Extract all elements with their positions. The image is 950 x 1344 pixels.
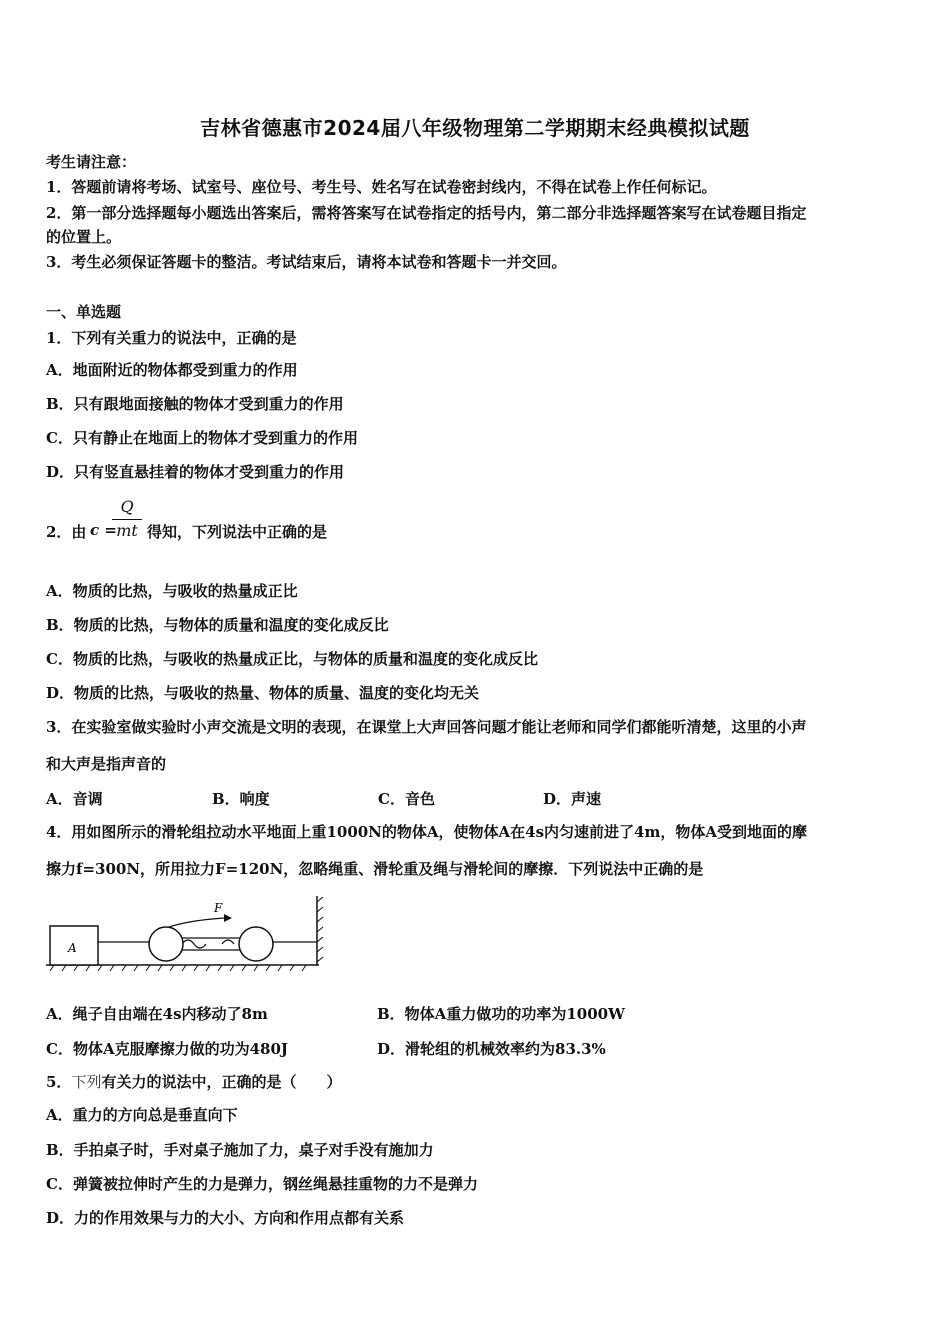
- q5-option-b: B．手拍桌子时，手对桌子施加了力，桌子对手没有施加力: [46, 1141, 434, 1159]
- fixed-pulley: [239, 927, 273, 961]
- q2-formula-lhs: c =: [90, 521, 117, 539]
- block-a-label: A: [68, 941, 77, 955]
- notice-item-2: 2．第一部分选择题每小题选出答案后，需将答案写在试卷指定的括号内，第二部分非选择题答案写在试卷题目指定: [46, 204, 807, 222]
- q3-option-d: D．声速: [543, 790, 602, 808]
- q3-option-c: C．音色: [378, 790, 435, 808]
- q5-option-a: A．重力的方向总是垂直向下: [46, 1106, 238, 1124]
- wall-hatching: [317, 897, 323, 962]
- q4-option-a: A．绳子自由端在4s内移动了8m: [46, 1005, 268, 1023]
- q4-stem-line-1: 4．用如图所示的滑轮组拉动水平地面上重1000N的物体A，使物体A在4s内匀速前进了4m，物体A受到地面的摩: [46, 823, 808, 841]
- section-heading: 一、单选题: [46, 303, 122, 321]
- q5-stem-rest: 有关力的说法中，正确的是（ ）: [101, 1073, 342, 1091]
- q4-stem-line-2: 擦力f=300N，所用拉力F=120N，忽略绳重、滑轮重及绳与滑轮间的摩擦．下列说法中正确的是: [46, 860, 704, 878]
- q1-option-b: B．只有跟地面接触的物体才受到重力的作用: [46, 395, 344, 413]
- q5-number: 5．: [46, 1073, 72, 1091]
- q2-suffix: 得知，下列说法中正确的是: [147, 523, 328, 541]
- q5-stem: [46, 1072, 341, 1092]
- notice-item-2-cont: 的位置上。: [46, 228, 122, 246]
- q3-stem-line-1: 3．在实验室做实验时小声交流是文明的表现，在课堂上大声回答问题才能让老师和同学们都能听清楚，这里的小声: [46, 718, 807, 736]
- q1-option-d: D．只有竖直悬挂着的物体才受到重力的作用: [46, 463, 345, 481]
- q3-option-b: B．响度: [212, 790, 270, 808]
- ground-hatching: [50, 965, 306, 971]
- q2-formula-denominator: mt: [116, 521, 138, 540]
- q4-option-b: B．物体A重力做功的功率为1000W: [377, 1005, 625, 1023]
- q3-option-a: A．音调: [46, 790, 103, 808]
- q1-option-c: C．只有静止在地面上的物体才受到重力的作用: [46, 429, 358, 447]
- movable-pulley: [149, 927, 183, 961]
- q5-option-c: C．弹簧被拉伸时产生的力是弹力，钢丝绳悬挂重物的力不是弹力: [46, 1175, 478, 1193]
- q4-option-d: D．滑轮组的机械效率约为83.3%: [377, 1040, 606, 1058]
- q4-option-c: C．物体A克服摩擦力做的功为480J: [46, 1040, 288, 1058]
- q2-formula-fraction: [112, 496, 142, 541]
- q2-prefix: 2．由: [46, 523, 87, 541]
- q2-formula-numerator: Q: [120, 497, 134, 516]
- q2-option-b: B．物质的比热，与物体的质量和温度的变化成反比: [46, 616, 389, 634]
- force-arrow-head: [224, 914, 232, 922]
- fraction-bar: [112, 519, 142, 520]
- q5-stem-light: 下列: [71, 1073, 102, 1091]
- force-label: F: [214, 901, 223, 915]
- q2-option-a: A．物质的比热，与吸收的热量成正比: [46, 582, 298, 600]
- q2-option-d: D．物质的比热，与吸收的热量、物体的质量、温度的变化均无关: [46, 684, 480, 702]
- q5-option-d: D．力的作用效果与力的大小、方向和作用点都有关系: [46, 1209, 405, 1227]
- pulley-system-figure: [44, 890, 334, 976]
- q1-stem: 1．下列有关重力的说法中，正确的是: [46, 329, 297, 347]
- q1-option-a: A．地面附近的物体都受到重力的作用: [46, 361, 298, 379]
- notice-item-3: 3．考生必须保证答题卡的整洁。考试结束后，请将本试卷和答题卡一并交回。: [46, 253, 567, 271]
- ropes: [98, 918, 317, 950]
- notice-heading: 考生请注意：: [46, 153, 137, 171]
- q2-option-c: C．物质的比热，与吸收的热量成正比，与物体的质量和温度的变化成反比: [46, 650, 538, 668]
- page-title: 吉林省德惠市2024届八年级物理第二学期期末经典模拟试题: [200, 116, 750, 140]
- notice-item-1: 1．答题前请将考场、试室号、座位号、考生号、姓名写在试卷密封线内，不得在试卷上作任何标记。: [46, 178, 717, 196]
- q3-stem-line-2: 和大声是指声音的: [46, 755, 167, 773]
